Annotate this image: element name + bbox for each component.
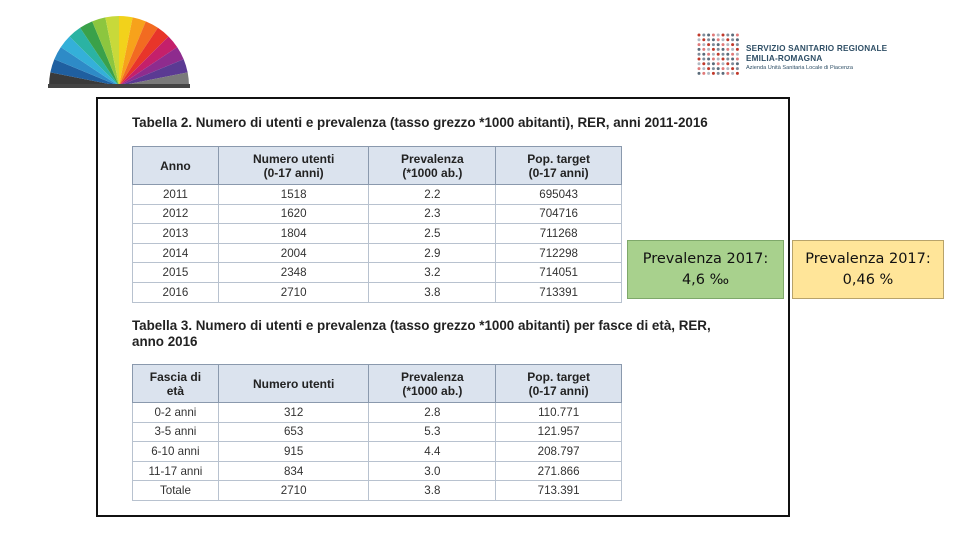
- table-cell: 711268: [496, 224, 622, 244]
- logo-dot: [722, 38, 725, 41]
- table-row: [133, 282, 622, 302]
- header-prevalenza: [369, 147, 496, 185]
- logo-dot: [698, 43, 701, 46]
- table-cell: 208.797: [496, 442, 622, 462]
- logo-dot: [702, 67, 705, 70]
- ssr-logo-line1: SERVIZIO SANITARIO REGIONALE: [746, 44, 888, 53]
- header-line: (*1000 ab.): [402, 383, 463, 398]
- logo-dot: [722, 62, 725, 65]
- table-row: [133, 442, 622, 462]
- header-fascia-eta: [133, 365, 219, 403]
- rainbow-fan-logo-icon: [48, 14, 190, 88]
- callout-label: Prevalenza 2017:: [805, 250, 931, 267]
- logo-dot: [712, 38, 715, 41]
- table-cell: 5.3: [369, 422, 496, 442]
- table-cell: 2004: [218, 243, 369, 263]
- table-row: [133, 224, 622, 244]
- logo-dot: [717, 67, 720, 70]
- dot-grid-icon: [696, 32, 740, 78]
- table-cell: 712298: [496, 243, 622, 263]
- logo-dot: [731, 62, 734, 65]
- logo-dot: [731, 53, 734, 56]
- table-cell: 2.5: [369, 224, 496, 244]
- logo-dot: [712, 43, 715, 46]
- header-line: (*1000 ab.): [402, 165, 463, 180]
- logo-dot: [726, 38, 729, 41]
- logo-dot: [707, 67, 710, 70]
- table-cell: 2011: [133, 185, 219, 205]
- table-cell: Totale: [133, 481, 219, 501]
- table-row: [133, 481, 622, 501]
- table-cell: 6-10 anni: [133, 442, 219, 462]
- table3-caption: [132, 318, 782, 350]
- logo-dot: [698, 53, 701, 56]
- header-line: Pop. target: [527, 151, 590, 166]
- ssr-emilia-romagna-logo: [696, 30, 896, 80]
- header-line: Fascia di: [149, 369, 202, 384]
- users-prevalence-by-year-table: [132, 146, 622, 303]
- table-row: [133, 403, 622, 423]
- table-cell: 3.2: [369, 263, 496, 283]
- logo-dot: [698, 58, 701, 61]
- logo-dot: [717, 38, 720, 41]
- table-cell: 3-5 anni: [133, 422, 219, 442]
- logo-dot: [726, 58, 729, 61]
- logo-dot: [717, 62, 720, 65]
- logo-dot: [712, 72, 715, 75]
- table-cell: 1620: [218, 204, 369, 224]
- table-cell: 713391: [496, 282, 622, 302]
- table-cell: 11-17 anni: [133, 461, 219, 481]
- table-cell: 0-2 anni: [133, 403, 219, 423]
- logo-dot: [702, 62, 705, 65]
- prevalence-2017-permille-callout: [627, 240, 784, 299]
- logo-dot: [726, 62, 729, 65]
- logo-dot: [707, 62, 710, 65]
- logo-dot: [736, 72, 739, 75]
- logo-dot: [698, 72, 701, 75]
- table-row: [133, 243, 622, 263]
- logo-dot: [712, 48, 715, 51]
- table-cell: 4.4: [369, 442, 496, 462]
- header-line: Prevalenza: [401, 151, 464, 166]
- table2-caption: Tabella 2. Numero di utenti e prevalenza (tasso grezzo *1000 abitanti), RER, anni 2011-2016: [132, 115, 708, 130]
- callout-value: 4,6 ‰: [681, 271, 730, 288]
- header-line: (0-17 anni): [263, 165, 324, 180]
- header-numero-utenti: [218, 365, 369, 403]
- logo-dot: [722, 34, 725, 37]
- logo-dot: [722, 43, 725, 46]
- logo-dot: [736, 62, 739, 65]
- logo-dot: [698, 34, 701, 37]
- logo-dot: [698, 38, 701, 41]
- table-cell: 110.771: [496, 403, 622, 423]
- logo-dot: [712, 58, 715, 61]
- table-cell: 834: [218, 461, 369, 481]
- logo-dot: [707, 34, 710, 37]
- table-header-row: [133, 365, 622, 403]
- header-line: Pop. target: [527, 369, 590, 384]
- fan-base: [48, 84, 190, 88]
- logo-dot: [731, 43, 734, 46]
- table-cell: 121.957: [496, 422, 622, 442]
- logo-dot: [717, 34, 720, 37]
- users-prevalence-by-age-table: [132, 364, 622, 501]
- logo-dot: [731, 58, 734, 61]
- logo-dot: [702, 58, 705, 61]
- table-cell: 2.8: [369, 403, 496, 423]
- logo-dot: [702, 48, 705, 51]
- logo-dot: [722, 72, 725, 75]
- logo-dot: [736, 53, 739, 56]
- table-cell: 2014: [133, 243, 219, 263]
- logo-dot: [717, 43, 720, 46]
- logo-dot: [726, 72, 729, 75]
- logo-dot: [726, 53, 729, 56]
- header-line: (0-17 anni): [528, 165, 589, 180]
- table-cell: 653: [218, 422, 369, 442]
- logo-dot: [736, 58, 739, 61]
- header-line: Numero utenti: [252, 151, 335, 166]
- table3-caption-line1: Tabella 3. Numero di utenti e prevalenza (tasso grezzo *1000 abitanti) per fasce di età, RER,: [132, 318, 711, 333]
- logo-dot: [717, 48, 720, 51]
- logo-dot: [707, 72, 710, 75]
- table-cell: 3.0: [369, 461, 496, 481]
- logo-dot: [726, 48, 729, 51]
- logo-dot: [707, 38, 710, 41]
- table-cell: 2.9: [369, 243, 496, 263]
- table-row: [133, 263, 622, 283]
- logo-dot: [722, 67, 725, 70]
- table-row: [133, 185, 622, 205]
- logo-dot: [731, 67, 734, 70]
- callout-label: Prevalenza 2017:: [642, 250, 769, 267]
- logo-dot: [702, 38, 705, 41]
- logo-dot: [702, 72, 705, 75]
- table-cell: 704716: [496, 204, 622, 224]
- logo-dot: [722, 53, 725, 56]
- logo-dot: [731, 34, 734, 37]
- logo-dot: [712, 53, 715, 56]
- table-row: [133, 204, 622, 224]
- table-row: [133, 422, 622, 442]
- table-cell: 1804: [218, 224, 369, 244]
- header-pop-target: [496, 365, 622, 403]
- logo-dot: [717, 53, 720, 56]
- table-cell: 271.866: [496, 461, 622, 481]
- callout-value: 0,46 %: [842, 271, 894, 288]
- logo-dot: [712, 62, 715, 65]
- logo-dot: [722, 58, 725, 61]
- header-line: (0-17 anni): [528, 383, 589, 398]
- logo-dot: [731, 48, 734, 51]
- table-cell: 2013: [133, 224, 219, 244]
- logo-dot: [707, 58, 710, 61]
- logo-dot: [717, 72, 720, 75]
- table3-caption-line2: anno 2016: [132, 334, 198, 349]
- header-numero-utenti: [218, 147, 369, 185]
- logo-dot: [722, 48, 725, 51]
- table-cell: 1518: [218, 185, 369, 205]
- logo-dot: [726, 34, 729, 37]
- table-row: [133, 461, 622, 481]
- table-cell: 312: [218, 403, 369, 423]
- logo-dot: [736, 38, 739, 41]
- ssr-logo-line2: EMILIA-ROMAGNA: [746, 54, 823, 63]
- header-pop-target: [496, 147, 622, 185]
- logo-dot: [698, 62, 701, 65]
- prevalence-2017-percent-callout: [792, 240, 944, 299]
- header-anno: [133, 147, 219, 185]
- logo-dot: [736, 67, 739, 70]
- table-cell: 2.2: [369, 185, 496, 205]
- logo-dot: [717, 58, 720, 61]
- ssr-logo-line3: Azienda Unità Sanitaria Locale di Piacenza: [746, 65, 853, 71]
- logo-dot: [731, 38, 734, 41]
- logo-dot: [736, 48, 739, 51]
- document-image-frame: [96, 97, 790, 517]
- table-cell: 915: [218, 442, 369, 462]
- table-cell: 3.8: [369, 481, 496, 501]
- logo-dot: [736, 43, 739, 46]
- header-line: Prevalenza: [401, 369, 464, 384]
- logo-dot: [707, 53, 710, 56]
- header-line: Numero utenti: [252, 376, 335, 391]
- logo-dot: [712, 34, 715, 37]
- header-line: Anno: [160, 158, 191, 173]
- logo-dot: [707, 43, 710, 46]
- table-cell: 2016: [133, 282, 219, 302]
- logo-dot: [707, 48, 710, 51]
- table-cell: 2015: [133, 263, 219, 283]
- header-prevalenza: [369, 365, 496, 403]
- table-cell: 2.3: [369, 204, 496, 224]
- table-cell: 2012: [133, 204, 219, 224]
- table-cell: 713.391: [496, 481, 622, 501]
- logo-dot: [702, 53, 705, 56]
- table-header-row: [133, 147, 622, 185]
- logo-dot: [698, 48, 701, 51]
- table-cell: 3.8: [369, 282, 496, 302]
- header-line: età: [166, 383, 185, 398]
- logo-dot: [702, 34, 705, 37]
- logo-dot: [712, 67, 715, 70]
- table-cell: 2348: [218, 263, 369, 283]
- logo-dot: [702, 43, 705, 46]
- table-cell: 714051: [496, 263, 622, 283]
- table-cell: 2710: [218, 282, 369, 302]
- logo-dot: [726, 67, 729, 70]
- table-cell: 2710: [218, 481, 369, 501]
- table-cell: 695043: [496, 185, 622, 205]
- logo-dot: [736, 34, 739, 37]
- ssr-logo-text: [746, 44, 896, 73]
- logo-dot: [698, 67, 701, 70]
- logo-dot: [731, 72, 734, 75]
- logo-dot: [726, 43, 729, 46]
